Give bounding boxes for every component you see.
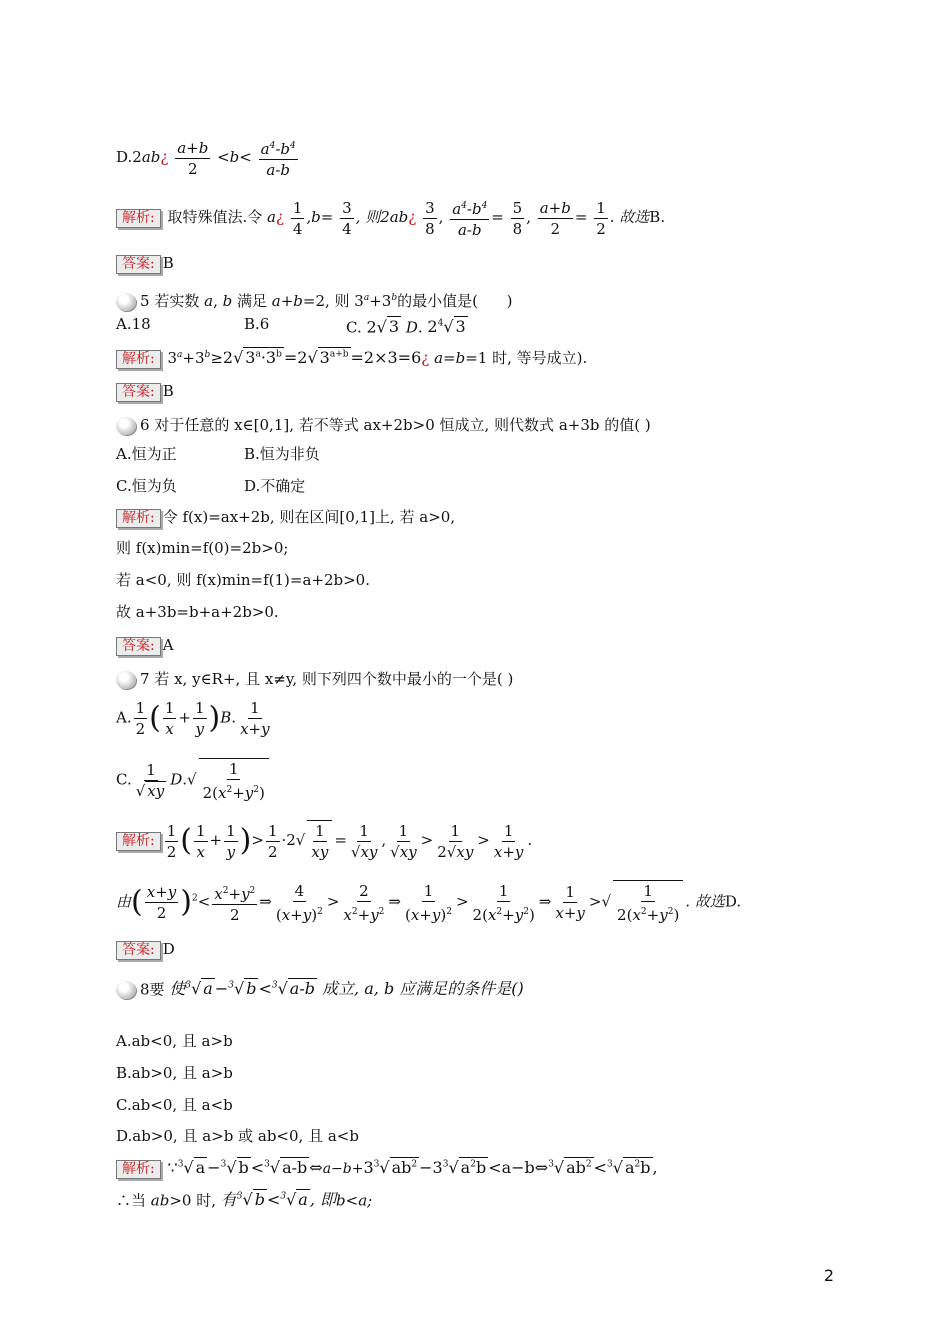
q6-analysis-3: 若 a<0, 则 f(x)min=f(1)=a+2b>0. bbox=[116, 571, 370, 589]
answer-label: 答案: bbox=[116, 255, 161, 274]
q7-stem: 7 若 x, y∈R+, 且 x≠y, 则下列四个数中最小的一个是( ) bbox=[116, 668, 513, 690]
question-bullet-icon bbox=[116, 417, 136, 435]
q8-option-c: C.ab<0, 且 a<b bbox=[116, 1096, 233, 1114]
q7-analysis-1: 解析: $\frac{1}{2}$ ( $\frac{1}{x}$ + $\frac{1}{y}$ )> $\frac{1}{2}$ ·2√ $\frac{1}{xy}$ = $\frac{1}{√xy}$ , $\frac{1}{√xy}$ > $\frac{1}{2√xy}$ > $\frac{1}{x+y}$ . bbox=[116, 820, 532, 862]
q4-answer: 答案: B bbox=[116, 252, 174, 274]
q8-option-b: B.ab>0, 且 a>b bbox=[116, 1064, 233, 1082]
q6-analysis-4: 故 a+3b=b+a+2b>0. bbox=[116, 603, 279, 621]
q8-analysis-1: 解析: ∵$^3$√ a −$^3$√ b <$^3$√ a-b $\Leftrightarrow a-b+3^3√$ $ab^2 -3^3√$ $a^2b$ <a−b⇔$^3$√ $ab^2 <^3√$ $a^2b$ , bbox=[116, 1154, 658, 1180]
q5-option-c: C. 2√ 3 D. $2^4√$ 3 bbox=[346, 317, 466, 337]
q5-stem: 5 若实数 a, b 满足 a+b=2, 则 $3^a+3^b$的最小值是( ) bbox=[116, 287, 512, 312]
question-bullet-icon bbox=[116, 671, 136, 689]
q4-option-d: D.2ab¿ $\frac{a+b}{2}$ <b< $\frac{a^4-b^4}{a-b}$ bbox=[116, 136, 300, 180]
q7-options-ab: A. $\frac{1}{2}$ ( $\frac{1}{x}$ + $\frac{1}{y}$ )B. $\frac{1}{x+y}$ bbox=[116, 699, 270, 738]
question-bullet-icon bbox=[116, 293, 136, 311]
q6-options-row1: A.恒为正 B.恒为非负 bbox=[116, 445, 320, 463]
q5-options bbox=[116, 313, 466, 337]
q5-option-a: A.18 bbox=[116, 315, 151, 333]
q7-options-cd: C. $\frac{1}{√ xy}$ D.√ $\frac{1}{2(x^2+y^2)}$ bbox=[116, 758, 271, 803]
q6-options-row2: C.恒为负 D.不确定 bbox=[116, 477, 306, 495]
q8-analysis-2: ∴当 ab>0 时, 有$^3$√ b <$^3$√ a , 即b<a; bbox=[116, 1190, 373, 1210]
q4-analysis: 解析: 取特殊值法.令 a¿ $\frac{1}{4}$ ,b= $\frac{3}{4}$ , 则2ab¿ $\frac{3}{8}$ , $\frac{a^4-b^4}{a-b}$ = $\frac{5}{8}$ , $\frac{a+b}{2}$ = $\frac{1}{2}$ . 故选B. bbox=[116, 196, 665, 240]
q5-analysis: 解析: $3^a+3^b\ge 2√$ $3^a\cdot 3^b =2√$ $3^{a+b}$ =2×3=6¿ a=b=1 时, 等号成立). bbox=[116, 344, 587, 369]
page-number: 2 bbox=[823, 1266, 834, 1285]
q6-analysis-1: 解析: 令 f(x)=ax+2b, 则在区间[0,1]上, 若 a>0, bbox=[116, 506, 455, 528]
q8-option-d: D.ab>0, 且 a>b 或 ab<0, 且 a<b bbox=[116, 1127, 359, 1145]
q6-stem: 6 对于任意的 x∈[0,1], 若不等式 ax+2b>0 恒成立, 则代数式 a+3b 的值( ) bbox=[116, 414, 651, 436]
q6-answer: 答案: A bbox=[116, 634, 174, 656]
question-bullet-icon bbox=[116, 981, 136, 999]
q7-analysis-2: 由( $\frac{x+y}{2}$ )$^2$< $\frac{x^2+y^2}{2}$ ⇒ $\frac{4}{(x+y)^2}$ > $\frac{2}{x^2+y^2}$ ⇒ $\frac{1}{(x+y)^2}$ > $\frac{1}{2(x^2+y^2)}$ ⇒ $\frac{1}{x+y}$ >√ $\frac{1}{2(x^2+y^2)}$ . 故选D. bbox=[116, 881, 742, 924]
analysis-label: 解析: bbox=[116, 209, 161, 228]
q8-stem: 8要 使$^3$√ a −$^3$√ b <$^3$√ a-b 成立, a, b 应满足的条件是() bbox=[116, 975, 524, 1000]
q6-analysis-2: 则 f(x)min=f(0)=2b>0; bbox=[116, 539, 289, 557]
q8-option-a: A.ab<0, 且 a>b bbox=[116, 1032, 233, 1050]
q7-answer: 答案: D bbox=[116, 938, 175, 960]
q5-option-b: B.6 bbox=[244, 315, 270, 333]
q5-answer: 答案: B bbox=[116, 380, 174, 402]
